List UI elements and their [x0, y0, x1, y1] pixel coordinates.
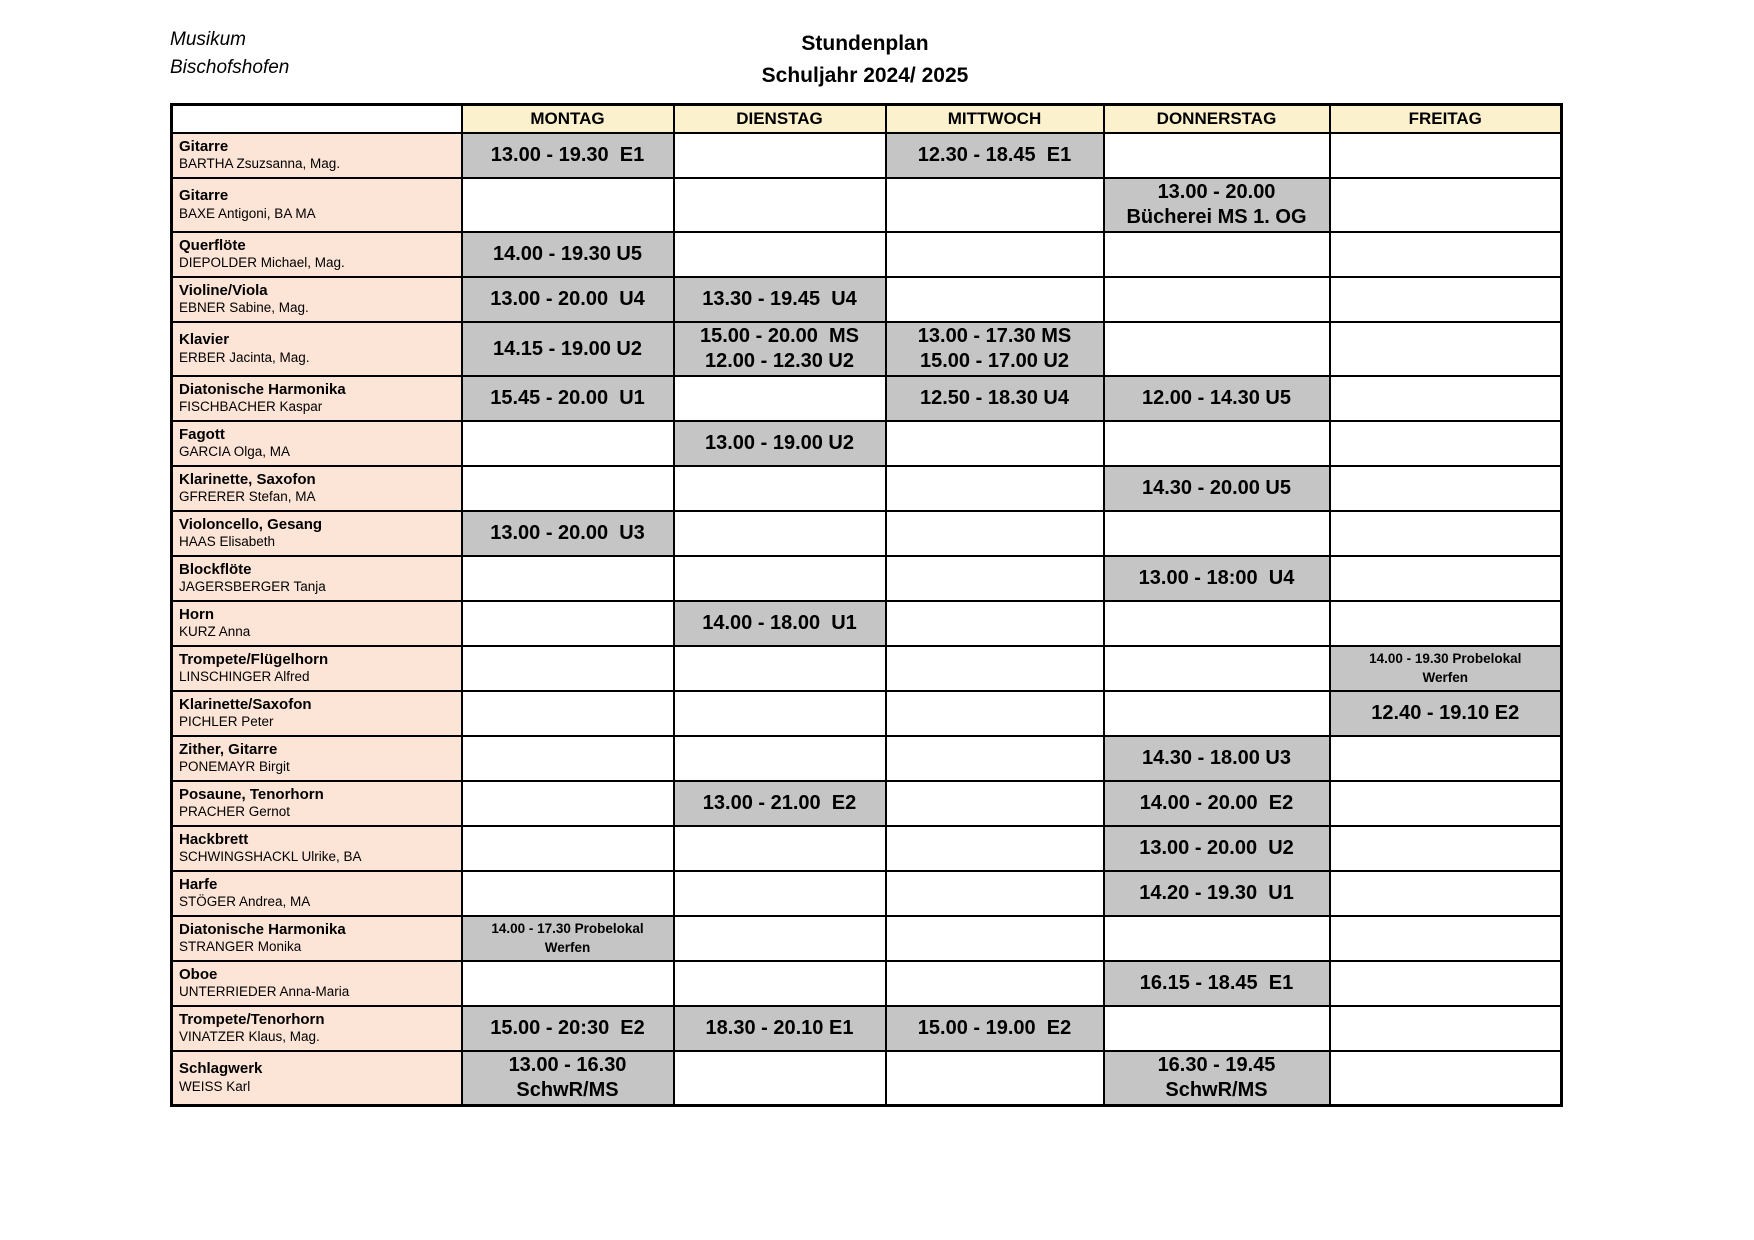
timetable-row [172, 736, 1562, 781]
instrument-name: Querflöte [179, 236, 246, 254]
day-header-freitag: FREITAG [1330, 105, 1562, 134]
schedule-cell-mittwoch [886, 322, 1104, 376]
schedule-cell-freitag [1330, 1006, 1562, 1051]
teacher-name: PICHLER Peter [179, 714, 274, 730]
timetable-row [172, 511, 1562, 556]
schedule-cell-mittwoch [886, 736, 1104, 781]
teacher-name: JAGERSBERGER Tanja [179, 579, 326, 595]
schedule-cell-mittwoch [886, 556, 1104, 601]
schedule-cell-montag [462, 601, 674, 646]
schedule-cell-montag [462, 781, 674, 826]
instrument-name: Violine/Viola [179, 281, 268, 299]
instrument-teacher-cell [172, 178, 462, 232]
schedule-cell-mittwoch [886, 1006, 1104, 1051]
schedule-cell-donnerstag [1104, 1051, 1330, 1106]
schedule-cell-donnerstag [1104, 826, 1330, 871]
schedule-cell-dienstag [674, 421, 886, 466]
teacher-name: LINSCHINGER Alfred [179, 669, 310, 685]
timetable-row [172, 232, 1562, 277]
schedule-cell-freitag [1330, 322, 1562, 376]
schedule-time: 14.00 - 19.30 U5 [493, 243, 642, 265]
schedule-cell-dienstag [674, 178, 886, 232]
instrument-name: Trompete/Tenorhorn [179, 1010, 325, 1028]
schedule-cell-montag [462, 691, 674, 736]
schedule-cell-dienstag [674, 277, 886, 322]
instrument-name: Horn [179, 605, 214, 623]
instrument-name: Posaune, Tenorhorn [179, 785, 324, 803]
schedule-cell-donnerstag [1104, 466, 1330, 511]
schedule-cell-mittwoch [886, 871, 1104, 916]
schedule-cell-dienstag [674, 691, 886, 736]
instrument-name: Gitarre [179, 137, 229, 155]
schedule-cell-montag [462, 178, 674, 232]
timetable-row [172, 1051, 1562, 1106]
schedule-cell-freitag [1330, 178, 1562, 232]
schedule-cell-dienstag [674, 961, 886, 1006]
timetable-row [172, 646, 1562, 691]
timetable-row [172, 691, 1562, 736]
instrument-teacher-cell [172, 1051, 462, 1106]
schedule-time: 14.00 - 17.30 Probelokal [491, 921, 644, 937]
page-title-line1: Stundenplan [801, 32, 929, 55]
schedule-time: 13.00 - 19.30 E1 [490, 144, 645, 166]
schedule-cell-donnerstag [1104, 781, 1330, 826]
schedule-cell-donnerstag [1104, 736, 1330, 781]
schedule-cell-mittwoch [886, 466, 1104, 511]
timetable-row [172, 133, 1562, 178]
school-name-line1: Musikum [170, 29, 247, 50]
schedule-cell-montag [462, 1051, 674, 1106]
school-name-line2: Bischofshofen [170, 56, 290, 78]
schedule-cell-freitag [1330, 826, 1562, 871]
day-header-dienstag: DIENSTAG [674, 105, 886, 134]
schedule-cell-montag [462, 421, 674, 466]
schedule-time: 15.00 - 20:30 E2 [490, 1017, 645, 1039]
instrument-name: Diatonische Harmonika [179, 380, 346, 398]
instrument-name: Gitarre [179, 187, 229, 205]
schedule-cell-dienstag [674, 322, 886, 376]
instrument-teacher-cell [172, 376, 462, 421]
timetable-row [172, 376, 1562, 421]
timetable-row [172, 871, 1562, 916]
teacher-name: BARTHA Zsuzsanna, Mag. [179, 156, 341, 172]
schedule-cell-freitag [1330, 601, 1562, 646]
teacher-name: PONEMAYR Birgit [179, 759, 290, 775]
schedule-cell-donnerstag [1104, 322, 1330, 376]
timetable-row [172, 556, 1562, 601]
instrument-teacher-cell [172, 466, 462, 511]
schedule-cell-mittwoch [886, 646, 1104, 691]
schedule-cell-freitag [1330, 421, 1562, 466]
schedule-cell-freitag [1330, 781, 1562, 826]
instrument-teacher-cell [172, 826, 462, 871]
schedule-cell-montag [462, 556, 674, 601]
schedule-cell-dienstag [674, 826, 886, 871]
teacher-name: GARCIA Olga, MA [179, 444, 291, 460]
schedule-time: Bücherei MS 1. OG [1126, 206, 1307, 228]
schedule-cell-donnerstag [1104, 178, 1330, 232]
instrument-teacher-cell [172, 691, 462, 736]
schedule-cell-freitag [1330, 466, 1562, 511]
schedule-cell-freitag [1330, 556, 1562, 601]
schedule-time: 14.15 - 19.00 U2 [493, 337, 642, 360]
schedule-cell-donnerstag [1104, 646, 1330, 691]
schedule-cell-mittwoch [886, 691, 1104, 736]
schedule-cell-dienstag [674, 646, 886, 691]
schedule-cell-donnerstag [1104, 871, 1330, 916]
schedule-time: 18.30 - 20.10 E1 [705, 1017, 854, 1039]
teacher-name: SCHWINGSHACKL Ulrike, BA [179, 849, 362, 865]
schedule-cell-dienstag [674, 133, 886, 178]
page-title-line2: Schuljahr 2024/ 2025 [761, 63, 969, 87]
schedule-cell-freitag [1330, 277, 1562, 322]
schedule-cell-dienstag [674, 736, 886, 781]
schedule-cell-dienstag [674, 781, 886, 826]
schedule-cell-dienstag [674, 511, 886, 556]
schedule-time: Werfen [1422, 669, 1468, 685]
schedule-time: 14.00 - 18.00 U1 [702, 612, 857, 634]
schedule-cell-montag [462, 916, 674, 961]
schedule-time: Werfen [544, 939, 591, 955]
teacher-name: EBNER Sabine, Mag. [179, 300, 309, 316]
instrument-name: Diatonische Harmonika [179, 920, 346, 938]
schedule-cell-donnerstag [1104, 277, 1330, 322]
teacher-name: UNTERRIEDER Anna-Maria [179, 984, 350, 1000]
schedule-cell-mittwoch [886, 916, 1104, 961]
instrument-name: Klarinette/Saxofon [179, 695, 312, 713]
teacher-name: HAAS Elisabeth [179, 534, 276, 550]
schedule-cell-donnerstag [1104, 961, 1330, 1006]
timetable-row [172, 1006, 1562, 1051]
schedule-cell-dienstag [674, 466, 886, 511]
instrument-teacher-cell [172, 781, 462, 826]
schedule-cell-montag [462, 376, 674, 421]
schedule-cell-mittwoch [886, 421, 1104, 466]
schedule-time: 15.00 - 20.00 MS [700, 325, 859, 347]
instrument-teacher-cell [172, 511, 462, 556]
teacher-name: KURZ Anna [179, 624, 251, 640]
instrument-teacher-cell [172, 322, 462, 376]
instrument-name: Fagott [179, 425, 225, 443]
teacher-name: STRANGER Monika [179, 939, 302, 955]
teacher-name: GFRERER Stefan, MA [179, 489, 316, 505]
schedule-cell-freitag [1330, 1051, 1562, 1106]
schedule-time: 13.00 - 16.30 [508, 1054, 627, 1076]
schedule-cell-mittwoch [886, 232, 1104, 277]
instrument-name: Blockflöte [179, 560, 252, 578]
timetable-row [172, 961, 1562, 1006]
timetable-row [172, 421, 1562, 466]
teacher-name: DIEPOLDER Michael, Mag. [179, 255, 345, 271]
schedule-time: 13.00 - 20.00 U4 [490, 288, 645, 310]
schedule-time: 12.00 - 14.30 U5 [1142, 387, 1291, 409]
schedule-cell-donnerstag [1104, 133, 1330, 178]
schedule-cell-freitag [1330, 133, 1562, 178]
instrument-name: Klarinette, Saxofon [179, 470, 316, 488]
schedule-cell-montag [462, 826, 674, 871]
day-header-montag: MONTAG [462, 105, 674, 134]
schedule-time: 14.30 - 20.00 U5 [1142, 477, 1291, 499]
schedule-cell-donnerstag [1104, 421, 1330, 466]
schedule-time: 12.30 - 18.45 E1 [917, 144, 1072, 166]
schedule-cell-dienstag [674, 232, 886, 277]
schedule-cell-freitag [1330, 232, 1562, 277]
timetable-row [172, 466, 1562, 511]
teacher-name: FISCHBACHER Kaspar [179, 399, 323, 415]
schedule-cell-dienstag [674, 376, 886, 421]
timetable-row [172, 277, 1562, 322]
schedule-time: 13.30 - 19.45 U4 [702, 288, 857, 310]
schedule-cell-montag [462, 322, 674, 376]
schedule-cell-donnerstag [1104, 556, 1330, 601]
timetable [170, 103, 1563, 1107]
schedule-time: 13.00 - 20.00 U2 [1139, 837, 1294, 859]
schedule-cell-mittwoch [886, 511, 1104, 556]
schedule-time: 14.00 - 20.00 E2 [1139, 792, 1294, 814]
schedule-cell-dienstag [674, 916, 886, 961]
timetable-row [172, 781, 1562, 826]
schedule-time: 13.00 - 20.00 U3 [490, 522, 645, 544]
timetable-body [172, 133, 1562, 1106]
schedule-cell-montag [462, 961, 674, 1006]
teacher-name: PRACHER Gernot [179, 804, 291, 820]
instrument-teacher-cell [172, 133, 462, 178]
schedule-time: 15.00 - 19.00 E2 [917, 1017, 1072, 1039]
schedule-time: SchwR/MS [516, 1079, 619, 1101]
schedule-cell-montag [462, 133, 674, 178]
schedule-time: 13.00 - 17.30 MS [917, 325, 1072, 347]
schedule-time: 13.00 - 18:00 U4 [1138, 567, 1295, 589]
schedule-cell-dienstag [674, 601, 886, 646]
timetable-row [172, 916, 1562, 961]
timetable-row [172, 826, 1562, 871]
instrument-name: Schlagwerk [179, 1060, 263, 1078]
schedule-time: SchwR/MS [1165, 1079, 1268, 1101]
schedule-cell-donnerstag [1104, 1006, 1330, 1051]
schedule-cell-donnerstag [1104, 511, 1330, 556]
schedule-cell-mittwoch [886, 781, 1104, 826]
schedule-cell-mittwoch [886, 133, 1104, 178]
teacher-name: WEISS Karl [179, 1078, 251, 1094]
schedule-time: 14.30 - 18.00 U3 [1142, 747, 1291, 769]
teacher-name: ERBER Jacinta, Mag. [179, 349, 310, 365]
schedule-time: 15.00 - 17.00 U2 [920, 350, 1069, 372]
schedule-cell-donnerstag [1104, 376, 1330, 421]
instrument-teacher-cell [172, 961, 462, 1006]
instrument-teacher-cell [172, 736, 462, 781]
schedule-time: 16.30 - 19.45 [1157, 1054, 1276, 1076]
corner-cell [172, 105, 462, 134]
schedule-time: 14.20 - 19.30 U1 [1139, 882, 1294, 904]
schedule-cell-mittwoch [886, 277, 1104, 322]
day-header-donnerstag: DONNERSTAG [1104, 105, 1330, 134]
schedule-cell-dienstag [674, 1006, 886, 1051]
schedule-time: 15.45 - 20.00 U1 [490, 387, 645, 409]
instrument-name: Harfe [179, 875, 218, 893]
schedule-time: 12.40 - 19.10 E2 [1371, 702, 1520, 724]
page-title [170, 28, 1560, 91]
schedule-cell-mittwoch [886, 376, 1104, 421]
schedule-time: 16.15 - 18.45 E1 [1139, 972, 1294, 994]
instrument-name: Zither, Gitarre [179, 740, 278, 758]
schedule-cell-mittwoch [886, 601, 1104, 646]
schedule-cell-montag [462, 277, 674, 322]
schedule-cell-montag [462, 511, 674, 556]
instrument-name: Hackbrett [179, 830, 249, 848]
schedule-cell-dienstag [674, 556, 886, 601]
schedule-cell-mittwoch [886, 826, 1104, 871]
schedule-cell-freitag [1330, 961, 1562, 1006]
instrument-name: Oboe [179, 965, 218, 983]
schedule-time: 13.00 - 19.00 U2 [705, 432, 854, 454]
schedule-cell-freitag [1330, 691, 1562, 736]
schedule-cell-mittwoch [886, 1051, 1104, 1106]
schedule-cell-dienstag [674, 871, 886, 916]
schedule-cell-mittwoch [886, 961, 1104, 1006]
instrument-teacher-cell [172, 556, 462, 601]
schedule-time: 14.00 - 19.30 Probelokal [1369, 651, 1522, 667]
instrument-teacher-cell [172, 421, 462, 466]
schedule-time: 13.00 - 21.00 E2 [702, 792, 857, 814]
instrument-name: Violoncello, Gesang [179, 515, 323, 533]
timetable-row [172, 601, 1562, 646]
schedule-cell-donnerstag [1104, 601, 1330, 646]
schedule-cell-freitag [1330, 511, 1562, 556]
day-header-mittwoch: MITTWOCH [886, 105, 1104, 134]
schedule-cell-mittwoch [886, 178, 1104, 232]
schedule-cell-montag [462, 232, 674, 277]
schedule-cell-montag [462, 871, 674, 916]
timetable-row [172, 178, 1562, 232]
schedule-cell-montag [462, 736, 674, 781]
schedule-cell-donnerstag [1104, 916, 1330, 961]
instrument-teacher-cell [172, 601, 462, 646]
instrument-teacher-cell [172, 646, 462, 691]
timetable-header-row [172, 105, 1562, 134]
schedule-cell-dienstag [674, 1051, 886, 1106]
teacher-name: BAXE Antigoni, BA MA [179, 205, 316, 221]
schedule-cell-freitag [1330, 871, 1562, 916]
instrument-teacher-cell [172, 1006, 462, 1051]
schedule-cell-donnerstag [1104, 232, 1330, 277]
instrument-teacher-cell [172, 232, 462, 277]
schedule-cell-donnerstag [1104, 691, 1330, 736]
schedule-cell-freitag [1330, 916, 1562, 961]
schedule-cell-montag [462, 1006, 674, 1051]
schedule-time: 12.00 - 12.30 U2 [705, 350, 854, 372]
schedule-cell-freitag [1330, 376, 1562, 421]
schedule-cell-montag [462, 466, 674, 511]
schedule-time: 12.50 - 18.30 U4 [920, 387, 1069, 409]
schedule-cell-montag [462, 646, 674, 691]
instrument-name: Trompete/Flügelhorn [179, 650, 329, 668]
teacher-name: STÖGER Andrea, MA [179, 894, 311, 910]
instrument-name: Klavier [179, 331, 230, 349]
timetable-row [172, 322, 1562, 376]
schedule-cell-freitag [1330, 646, 1562, 691]
teacher-name: VINATZER Klaus, Mag. [179, 1029, 320, 1045]
instrument-teacher-cell [172, 916, 462, 961]
instrument-teacher-cell [172, 277, 462, 322]
instrument-teacher-cell [172, 871, 462, 916]
schedule-cell-freitag [1330, 736, 1562, 781]
schedule-time: 13.00 - 20.00 [1157, 181, 1276, 203]
